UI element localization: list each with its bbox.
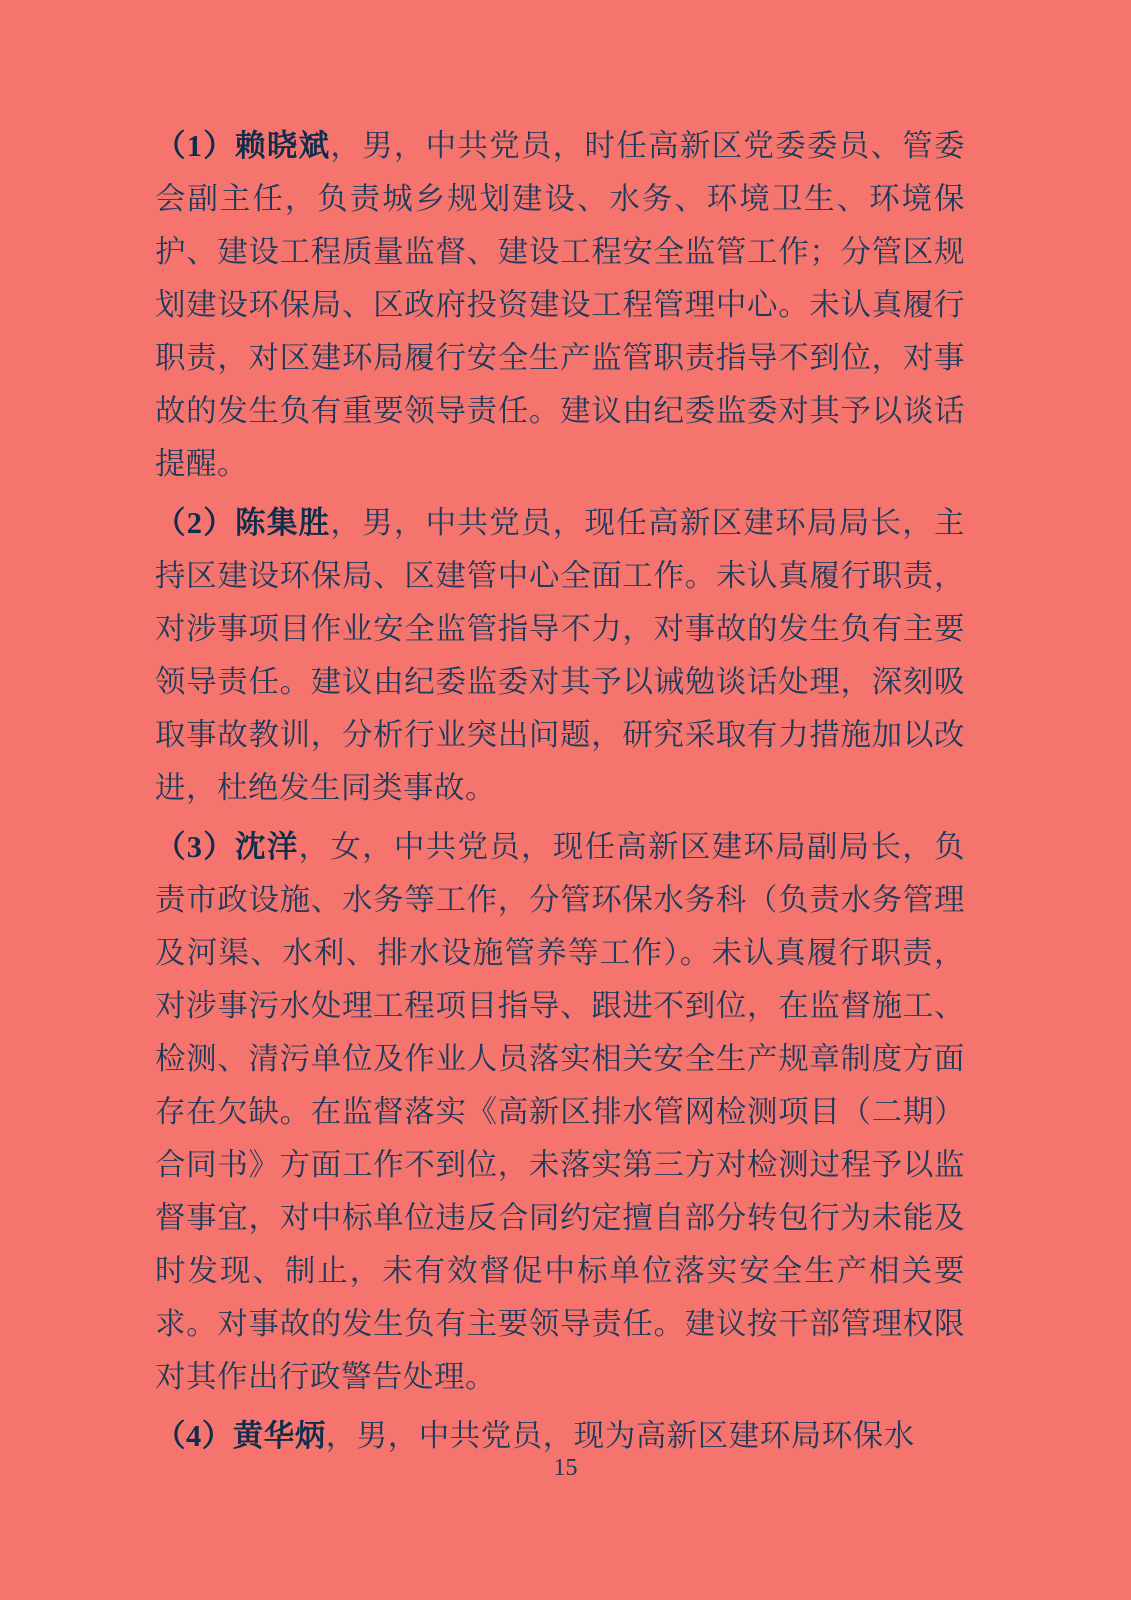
paragraph-item-3 bbox=[155, 821, 965, 1404]
paragraph-item-2 bbox=[155, 497, 965, 815]
paragraph-text-2: ，男，中共党员，现任高新区建环局局长，主持区建设环保局、区建管中心全面工作。未认真履行职责，对涉事项目作业安全监管指导不力，对事故的发生负有主要领导责任。建议由纪委监委对其予以诫勉谈话处理，深刻吸取事故教训，分析行业突出问题，研究采取有力措施加以改进，杜绝发生同类事故。 bbox=[155, 506, 966, 805]
paragraph-text-1: ，男，中共党员，时任高新区党委委员、管委会副主任，负责城乡规划建设、水务、环境卫生、环境保护、建设工程质量监督、建设工程安全监管工作；分管区规划建设环保局、区政府投资建设工程管理中心。未认真履行职责，对区建环局履行安全生产监管职责指导不到位，对事故的发生负有重要领导责任。建议由纪委监委对其予以谈话提醒。 bbox=[155, 129, 966, 481]
paragraph-lead-3: （3）沈洋 bbox=[155, 830, 299, 864]
paragraph-text-4: ，男，中共党员，现为高新区建环局环保水 bbox=[325, 1419, 915, 1453]
paragraph-lead-2: （2）陈集胜 bbox=[155, 506, 331, 540]
page-number: 15 bbox=[553, 1455, 578, 1481]
paragraph-lead-4: （4）黄华炳 bbox=[155, 1419, 326, 1453]
paragraph-lead-1: （1）赖晓斌 bbox=[155, 129, 331, 163]
paragraph-text-3: ，女，中共党员，现任高新区建环局副局长，负责市政设施、水务等工作，分管环保水务科（负责水务管理及河渠、水利、排水设施管养等工作）。未认真履行职责，对涉事污水处理工程项目指导、跟进不到位，在监督施工、检测、清污单位及作业人员落实相关安全生产规章制度方面存在欠缺。在监督落实《高新区排水管网检测项目（二期）合同书》方面工作不到位，未落实第三方对检测过程予以监督事宜，对中标单位违反合同约定擅自部分转包行为未能及时发现、制止，未有效督促中标单位落实安全生产相关要求。对事故的发生负有主要领导责任。建议按干部管理权限对其作出行政警告处理。 bbox=[155, 830, 966, 1394]
document-body bbox=[155, 120, 965, 1469]
paragraph-item-1 bbox=[155, 120, 965, 491]
